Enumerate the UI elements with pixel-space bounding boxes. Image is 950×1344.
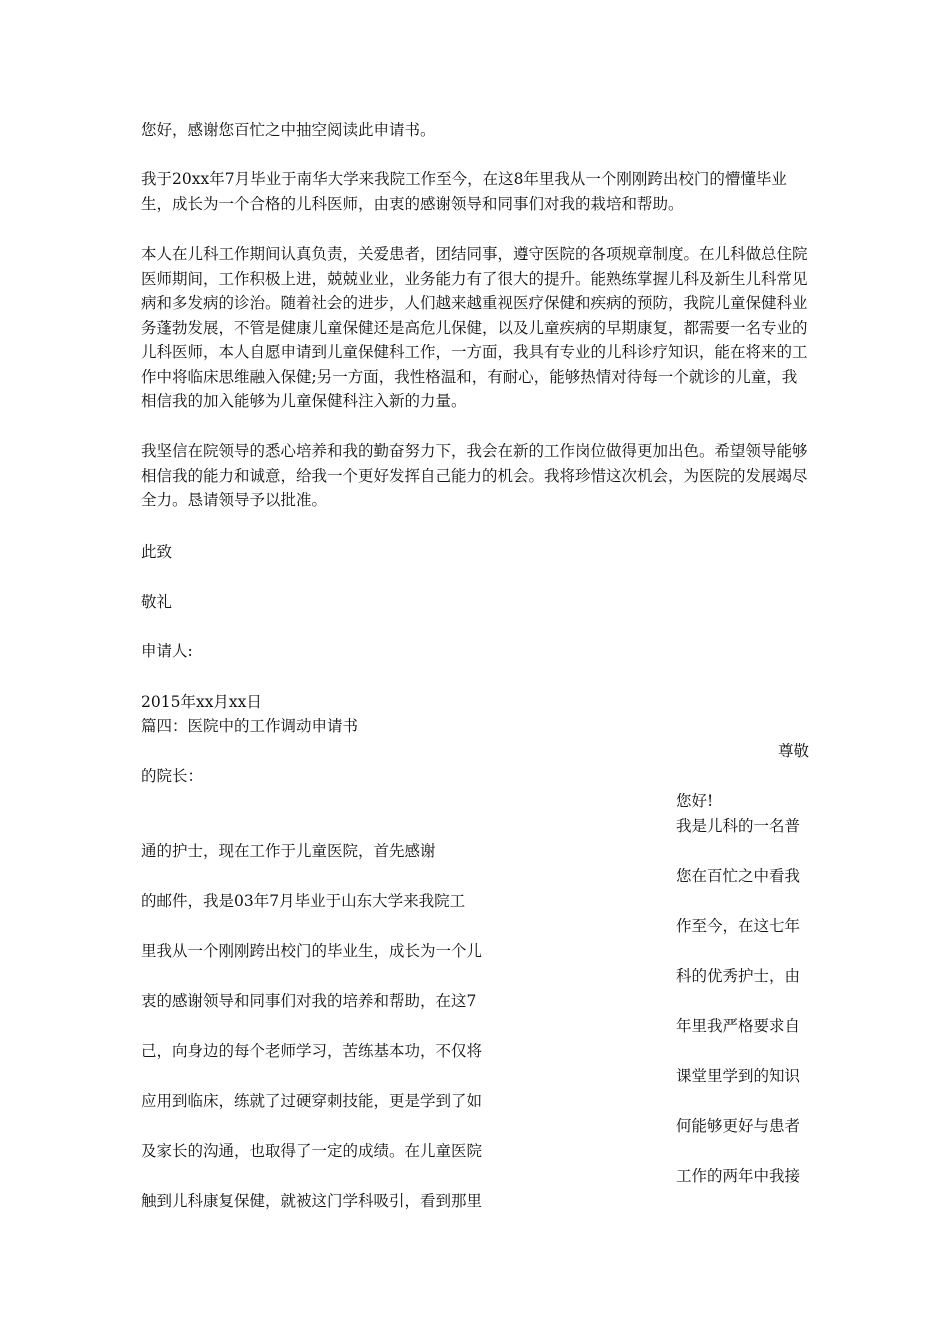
left-column-line: 触到儿科康复保健，就被这门学科吸引，看到那里: [141, 1192, 483, 1210]
applicant-label: 申请人:: [141, 642, 193, 660]
left-column-line: 衷的感谢领导和同事们对我的培养和帮助，在这7: [141, 992, 477, 1010]
left-column-line: 应用到临床，练就了过硬穿刺技能，更是学到了如: [141, 1092, 483, 1110]
salutation-right: 尊敬: [777, 742, 809, 760]
section-title: 篇四：医院中的工作调动申请书: [141, 717, 359, 735]
salutation-left: 的院长：: [141, 767, 204, 785]
left-column-line: 及家长的沟通，也取得了一定的成绩。在儿童医院: [141, 1142, 483, 1160]
right-column-line: 作至今，在这七年: [676, 917, 801, 935]
right-column-line: 科的优秀护士，由: [676, 967, 801, 985]
right-column-line: 工作的两年中我接: [676, 1167, 801, 1185]
paragraph-commitment: 我坚信在院领导的悉心培养和我的勤奋努力下，我会在新的工作岗位做得更加出色。希望领导能够相信我的能力和诚意，给我一个更好发挥自己能力的机会。我将珍惜这次机会，为医院的发展竭尽全力。恳请领导予以批准。: [141, 442, 808, 509]
left-column-line: 通的护士，现在工作于儿童医院，首先感谢: [141, 842, 436, 860]
right-column-line: 年里我严格要求自: [676, 1017, 801, 1035]
right-column-line: 何能够更好与患者: [676, 1117, 801, 1135]
right-column-line: 您在百忙之中看我: [676, 867, 801, 885]
date-line: 2015年xx月xx日: [141, 693, 262, 711]
right-column-line: 课堂里学到的知识: [676, 1067, 801, 1085]
right-column-line: 您好!: [676, 792, 714, 810]
left-column-line: 的邮件，我是03年7月毕业于山东大学来我院工: [141, 892, 466, 910]
right-column-line: 我是儿科的一名普: [676, 817, 801, 835]
paragraph-work-performance: 本人在儿科工作期间认真负责，关爱患者，团结同事，遵守医院的各项规章制度。在儿科做总住院医师期间，工作积极上进，兢兢业业，业务能力有了很大的提升。能熟练掌握儿科及新生儿科常见病和多发病的诊治。随着社会的进步，人们越来越重视医疗保健和疾病的预防，我院儿童保健科业务蓬勃发展，不管是健康儿童保健还是高危儿保健，以及儿童疾病的早期康复，都需要一名专业的儿科医师，本人自愿申请到儿童保健科工作，一方面，我具有专业的儿科诊疗知识，能在将来的工作中将临床思维融入保健;另一方面，我性格温和，有耐心，能够热情对待每一个就诊的儿童，我相信我的加入能够为儿童保健科注入新的力量。: [141, 245, 808, 410]
left-column-line: 里我从一个刚刚跨出校门的毕业生，成长为一个儿: [141, 942, 483, 960]
paragraph-graduation: 我于20xx年7月毕业于南华大学来我院工作至今，在这8年里我从一个刚刚跨出校门的懵懂毕业生，成长为一个合格的儿科医师，由衷的感谢领导和同事们对我的栽培和帮助。: [141, 170, 787, 213]
closing-cizhi: 此致: [141, 543, 173, 561]
left-column-line: 己，向身边的每个老师学习，苦练基本功，不仅将: [141, 1042, 483, 1060]
closing-jingli: 敬礼: [141, 593, 173, 611]
greeting-paragraph: 您好，感谢您百忙之中抽空阅读此申请书。: [141, 121, 436, 139]
